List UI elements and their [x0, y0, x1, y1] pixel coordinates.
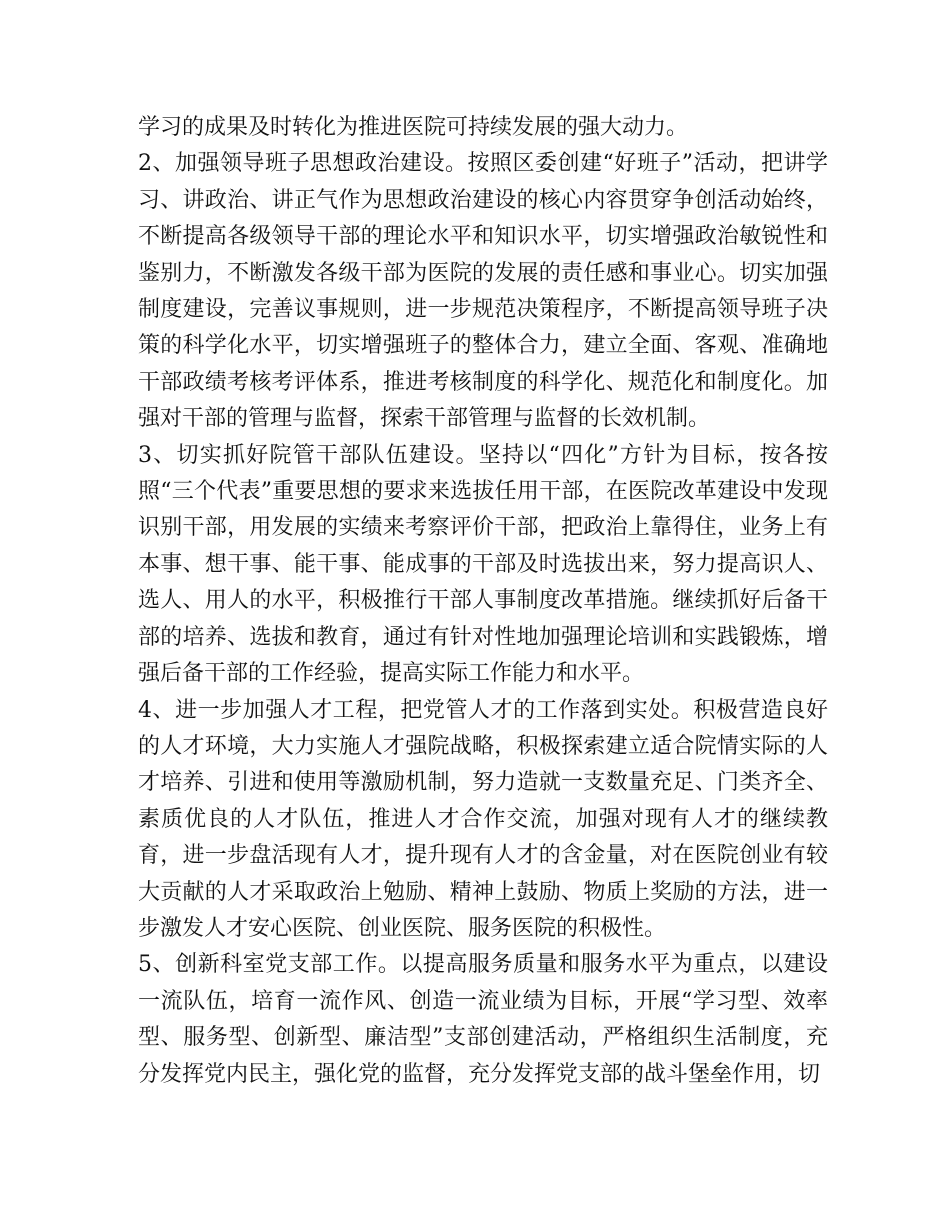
paragraph-cadre-team-building: 3、切实抓好院管干部队伍建设。坚持以“四化”方针为目标，按各按照“三个代表”重要思想的要求来选拔任用干部，在医院改革建设中发现识别干部，用发展的实绩来考察评价干部，把政治上靠得住，业务上有本事、想干事、能干事、能成事的干部及时选拔出来，努力提高识人、选人、用人的水平，积极推行干部人事制度改革措施。继续抓好后备干部的培养、选拔和教育，通过有针对性地加强理论培训和实践锻炼，增强后备干部的工作经验，提高实际工作能力和水平。 [138, 442, 828, 687]
paragraph-leadership-building: 2、加强领导班子思想政治建设。按照区委创建“好班子”活动，把讲学习、讲政治、讲正气作为思想政治建设的核心内容贯穿争创活动始终，不断提高各级领导干部的理论水平和知识水平，切实增强政治敏锐性和鉴别力，不断激发各级干部为医院的发展的责任感和事业心。切实加强制度建设，完善议事规则，进一步规范决策程序，不断提高领导班子决策的科学化水平，切实增强班子的整体合力，建立全面、客观、准确地干部政绩考核考评体系，推进考核制度的科学化、规范化和制度化。加强对干部的管理与监督，探索干部管理与监督的长效机制。 [138, 151, 828, 432]
paragraph-continuation: 学习的成果及时转化为推进医院可持续发展的强大动力。 [138, 115, 689, 140]
paragraph-party-branch-work: 5、创新科室党支部工作。以提高服务质量和服务水平为重点，以建设一流队伍，培育一流作风、创造一流业绩为目标，开展“学习型、效率型、服务型、创新型、廉洁型”支部创建活动，严格组织生活制度，充分发挥党内民主，强化党的监督，充分发挥党支部的战斗堡垒作用，切 [138, 952, 828, 1087]
document-body [138, 110, 828, 1093]
paragraph-talent-project: 4、进一步加强人才工程，把党管人才的工作落到实处。积极营造良好的人才环境，大力实施人才强院战略，积极探索建立适合院情实际的人才培养、引进和使用等激励机制，努力造就一支数量充足、门类齐全、素质优良的人才队伍，推进人才合作交流，加强对现有人才的继续教育，进一步盘活现有人才，提升现有人才的含金量，对在医院创业有较大贡献的人才采取政治上勉励、精神上鼓励、物质上奖励的方法，进一步激发人才安心医院、创业医院、服务医院的积极性。 [138, 697, 828, 941]
